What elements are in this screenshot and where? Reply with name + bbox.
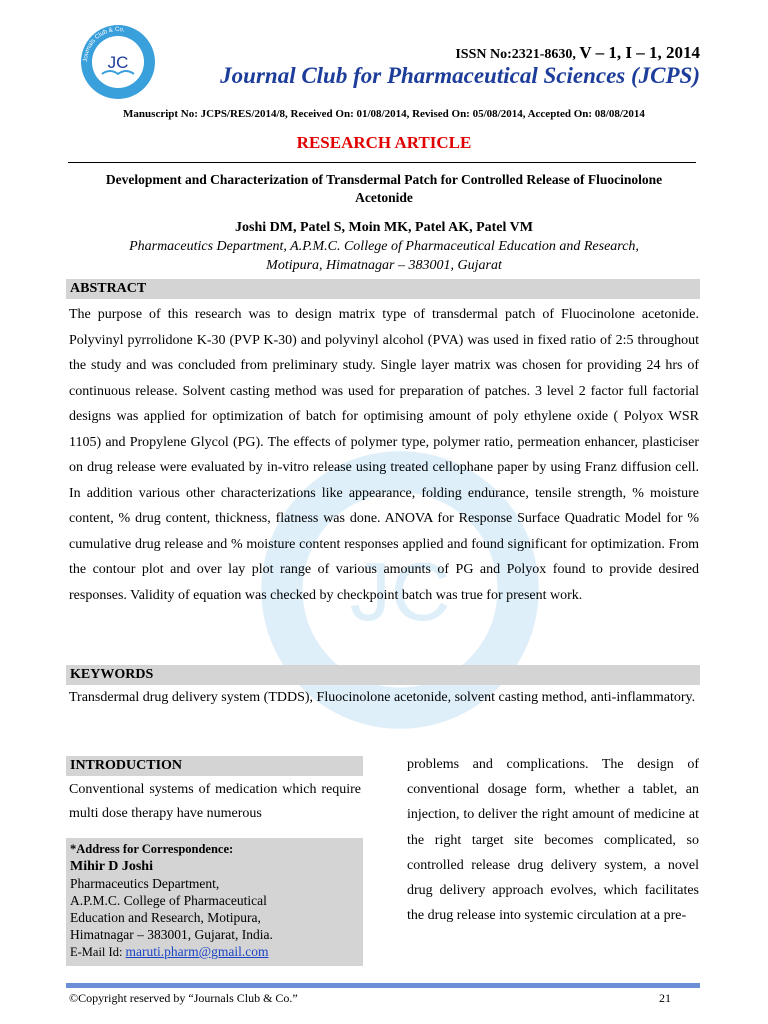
issn-prefix: ISSN No:2321-8630, — [455, 47, 580, 62]
introduction-heading: INTRODUCTION — [66, 756, 363, 776]
issn-line — [455, 43, 700, 63]
affiliation — [0, 237, 768, 275]
issn-volume: V – 1, I – 1, 2014 — [579, 43, 700, 62]
article-type: RESEARCH ARTICLE — [296, 133, 472, 152]
abstract-heading: ABSTRACT — [66, 279, 700, 299]
keywords-heading: KEYWORDS — [66, 665, 700, 685]
affiliation-line-2: Motipura, Himatnagar – 383001, Gujarat — [266, 258, 502, 273]
email-label: E-Mail Id: — [70, 945, 126, 959]
watermark-text: JC — [349, 546, 451, 638]
introduction-text-right: problems and complications. The design of conventional dosage form, whether a tablet, an injection, to deliver the right amount of medicine at the right target site becomes complicated, so controlled release drug delivery system, a novel drug delivery approach evolves, which facilitates the drug release into systemic circulation at a pre- — [407, 757, 699, 924]
header-divider — [68, 162, 696, 163]
email-link[interactable]: maruti.pharm@gmail.com — [125, 944, 269, 959]
keywords-text: Transdermal drug delivery system (TDDS), Fluocinolone acetonide, solvent casting method, anti-inflammatory. — [69, 690, 696, 705]
correspondence-line-1: Pharmaceutics Department, — [70, 876, 220, 891]
manuscript-info: Manuscript No: JCPS/RES/2014/8, Received On: 01/08/2014, Revised On: 05/08/2014, Accepted On: 08/08/2014 — [123, 108, 645, 120]
copyright-text: ©Copyright reserved by “Journals Club & Co.” — [69, 991, 298, 1005]
logo-text: JC — [107, 53, 129, 72]
correspondence-label: *Address for Correspondence: — [70, 842, 234, 856]
correspondence-line-3: Education and Research, Motipura, — [70, 910, 261, 925]
article-title: Development and Characterization of Transdermal Patch for Controlled Release of Fluocinolone Acetonide — [105, 172, 663, 205]
journal-title: Journal Club for Pharmaceutical Sciences (JCPS) — [220, 63, 700, 88]
abstract-text: The purpose of this research was to design matrix type of transdermal patch of Fluocinolone acetonide. Polyvinyl pyrrolidone K-30 (PVP K-30) and polyvinyl alcohol (PVA) was used in fixed ratio of 2:5 throughout the study and was concluded from preliminary study. Single layer matrix was chosen for providing 24 hrs of continuous release. Solvent casting method was used for preparation of patches. 3 level 2 factor full factorial designs was applied for optimization of batch for optimising amount of poly ethylene oxide ( Polyox WSR 1105) and Propylene Glycol (PG). The effects of polymer type, polymer ratio, permeation enhancer, plasticiser on drug release were evaluated by in-vitro release using treated cellophane paper by using Franz diffusion cell. In addition various other characterizations like appearance, folding endurance, tensile strength, % moisture content, % drug content, thickness, flatness was done. ANOVA for Response Surface Quadratic Model for % cumulative drug release and % moisture content responses applied and found significant for optimization. From the contour plot and over lay plot range of various amounts of PG and Polyox found to provide desired responses. Validity of equation was checked by checkpoint batch was true for present work. — [69, 307, 699, 603]
affiliation-line-1: Pharmaceutics Department, A.P.M.C. College of Pharmaceutical Education and Research, — [129, 239, 639, 254]
introduction-text-left: Conventional systems of medication which require multi dose therapy have numerous — [69, 782, 361, 821]
page-number: 21 — [659, 991, 671, 1005]
correspondence-line-4: Himatnagar – 383001, Gujarat, India. — [70, 927, 273, 942]
journal-logo — [78, 22, 158, 102]
correspondence-name: Mihir D Joshi — [70, 859, 153, 874]
article-authors: Joshi DM, Patel S, Moin MK, Patel AK, Patel VM — [235, 220, 533, 235]
footer-rule — [66, 983, 700, 988]
footer — [69, 991, 699, 1006]
logo-ring-text: Journals Club & Co. — [81, 25, 126, 63]
correspondence-line-2: A.P.M.C. College of Pharmaceutical — [70, 893, 267, 908]
correspondence-box — [66, 838, 363, 966]
